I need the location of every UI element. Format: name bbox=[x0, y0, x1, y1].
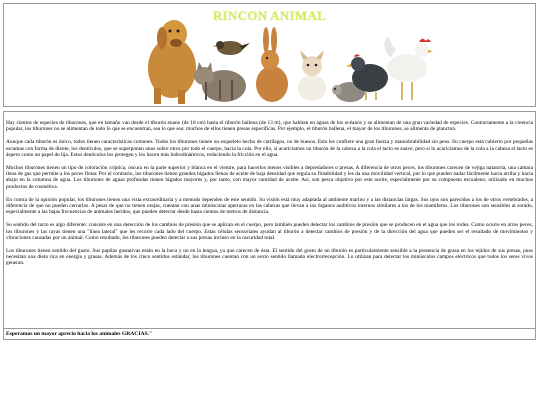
site-title: RINCON ANIMAL bbox=[212, 8, 327, 23]
paragraph: Los tiburones tienen sentido del gusto. Sus papilas gustativas están en la boca y no en la lengua, ya que carecen de ésta. El sentido del gusto de un tiburón es particularmente sensible a la presencia de grasa en los tejidos de sus presas, pues necesitan una dieta rica en energía y grasas. Además de los cinco sentidos estándar, los tiburones cuentan con un sexto sentido llamado electrorrecepción. Lo utilizan para detectar los minúsculos campos eléctricos que todos los seres vivos generan. bbox=[6, 248, 533, 267]
paragraph: En contra de la opinión popular, los tiburones tienen una vista extraordinaria y a menudo dependen de este sentido. Su visión está muy adaptada al ambiente marino y a las distancias largas. Sus ojos son parecidos a los de otros vertebrados, a diferencia de que no pueden cerrarlos. A pesar de que no tienen orejas, cuentan con unas minúsculas aperturas en las cabezas que llevan a los órganos auditivos internos similares a los de los mamíferos. Los tiburones son sensibles al sonido, especialmente a las bajas frecuencias de animales heridos, que pueden detectar desde hasta cientos de metros de distancia. bbox=[6, 196, 533, 216]
paragraph: Muchos tiburones tienen un tipo de coloración críptica, oscura en la parte superior y blanca en el vientre, para hacerlos menos visibles a depredadores o presas. A diferencia de otros peces, los tiburones carecen de vejiga natatoria, una cámara llena de gas que permite a los peces flotar. Por el contrario, los tiburones tienen grandes hígados llenos de aceite de baja densidad que regula su flotabilidad y les da una movilidad vertical, por lo que pueden nadar fácilmente hacia arriba y hacia abajo en la columna de agua. Los tiburones de aguas profundas tienen hígados mayores y, por tanto, con mayor cantidad de aceite. Así, son pesca objetivo por este aceite, especialmente por su compuesto escualeno, utilizado en muchos productos de cosmética. bbox=[6, 165, 533, 190]
paragraph: Aunque cada tiburón es único, todos tienen características comunes. Todos los tiburones tienen un esqueleto hecho de cartílagos, no de huesos. Esto les confiere una gran fuerza y maniobrabilidad sin peso. Su cuerpo está cubierto por pequeñas escamas con forma de diente, los dentículos, que se superponen unos sobre otros por todo el cuerpo, hacia la cola. Por ello, si acariciamos un tiburón de la cabeza a la cola el tacto es suave, pero si lo acariciamos de la cola a la cabeza el tacto es áspero como un papel de lija. Estos dentículos los protegen y los hacen más hidrodinámicos, reduciendo la fricción en el agua. bbox=[6, 139, 533, 158]
small-dog-icon bbox=[298, 50, 326, 101]
header-banner bbox=[3, 3, 536, 107]
article-content bbox=[3, 111, 536, 339]
animals-illustration bbox=[132, 10, 442, 106]
rabbit-icon bbox=[256, 27, 288, 102]
dog-icon bbox=[148, 20, 196, 104]
rooster-icon bbox=[384, 36, 433, 100]
footer-message: Esperamos un mayor aprecio hacia los animales GRACIAS." bbox=[3, 328, 536, 340]
paragraph: Hay cientos de especies de tiburones, que en tamaño van desde el tiburón enano (de 18 cm) hasta el tiburón ballena (de 13 m), que habitan en aguas de los océanos y se alimentan de una gran variedad de especies. Contrariamente a la creencia popular, los tiburones no se alimentan de todo lo que se encuentran, sea lo que sea: muchos de ellos tienen presas específicas. Por ejemplo, el tiburón ballena, el mayor de los tiburones, se alimenta de plancton. bbox=[6, 120, 533, 133]
paragraph: Su sentido del tacto es algo diferente: consiste en una detección de los cambios de presión que se aplican en el cuerpo, pero también pueden detectar los cambios de presión que se producen en el agua que los rodea. Como ocurre en otros peces, los tiburones y las rayas tienen una "línea lateral" que les recorre cada lado del cuerpo. Estas células sensoriales ayudan al tiburón a detectar cambios de presión y de la dirección del agua que pueden ser el resultado de movimientos y vibraciones causadas por un animal. Como resultado, los tiburones pueden detectar a sus presas incluso en la oscuridad total. bbox=[6, 222, 533, 241]
bird-icon bbox=[212, 41, 250, 55]
cat-icon bbox=[194, 62, 246, 102]
